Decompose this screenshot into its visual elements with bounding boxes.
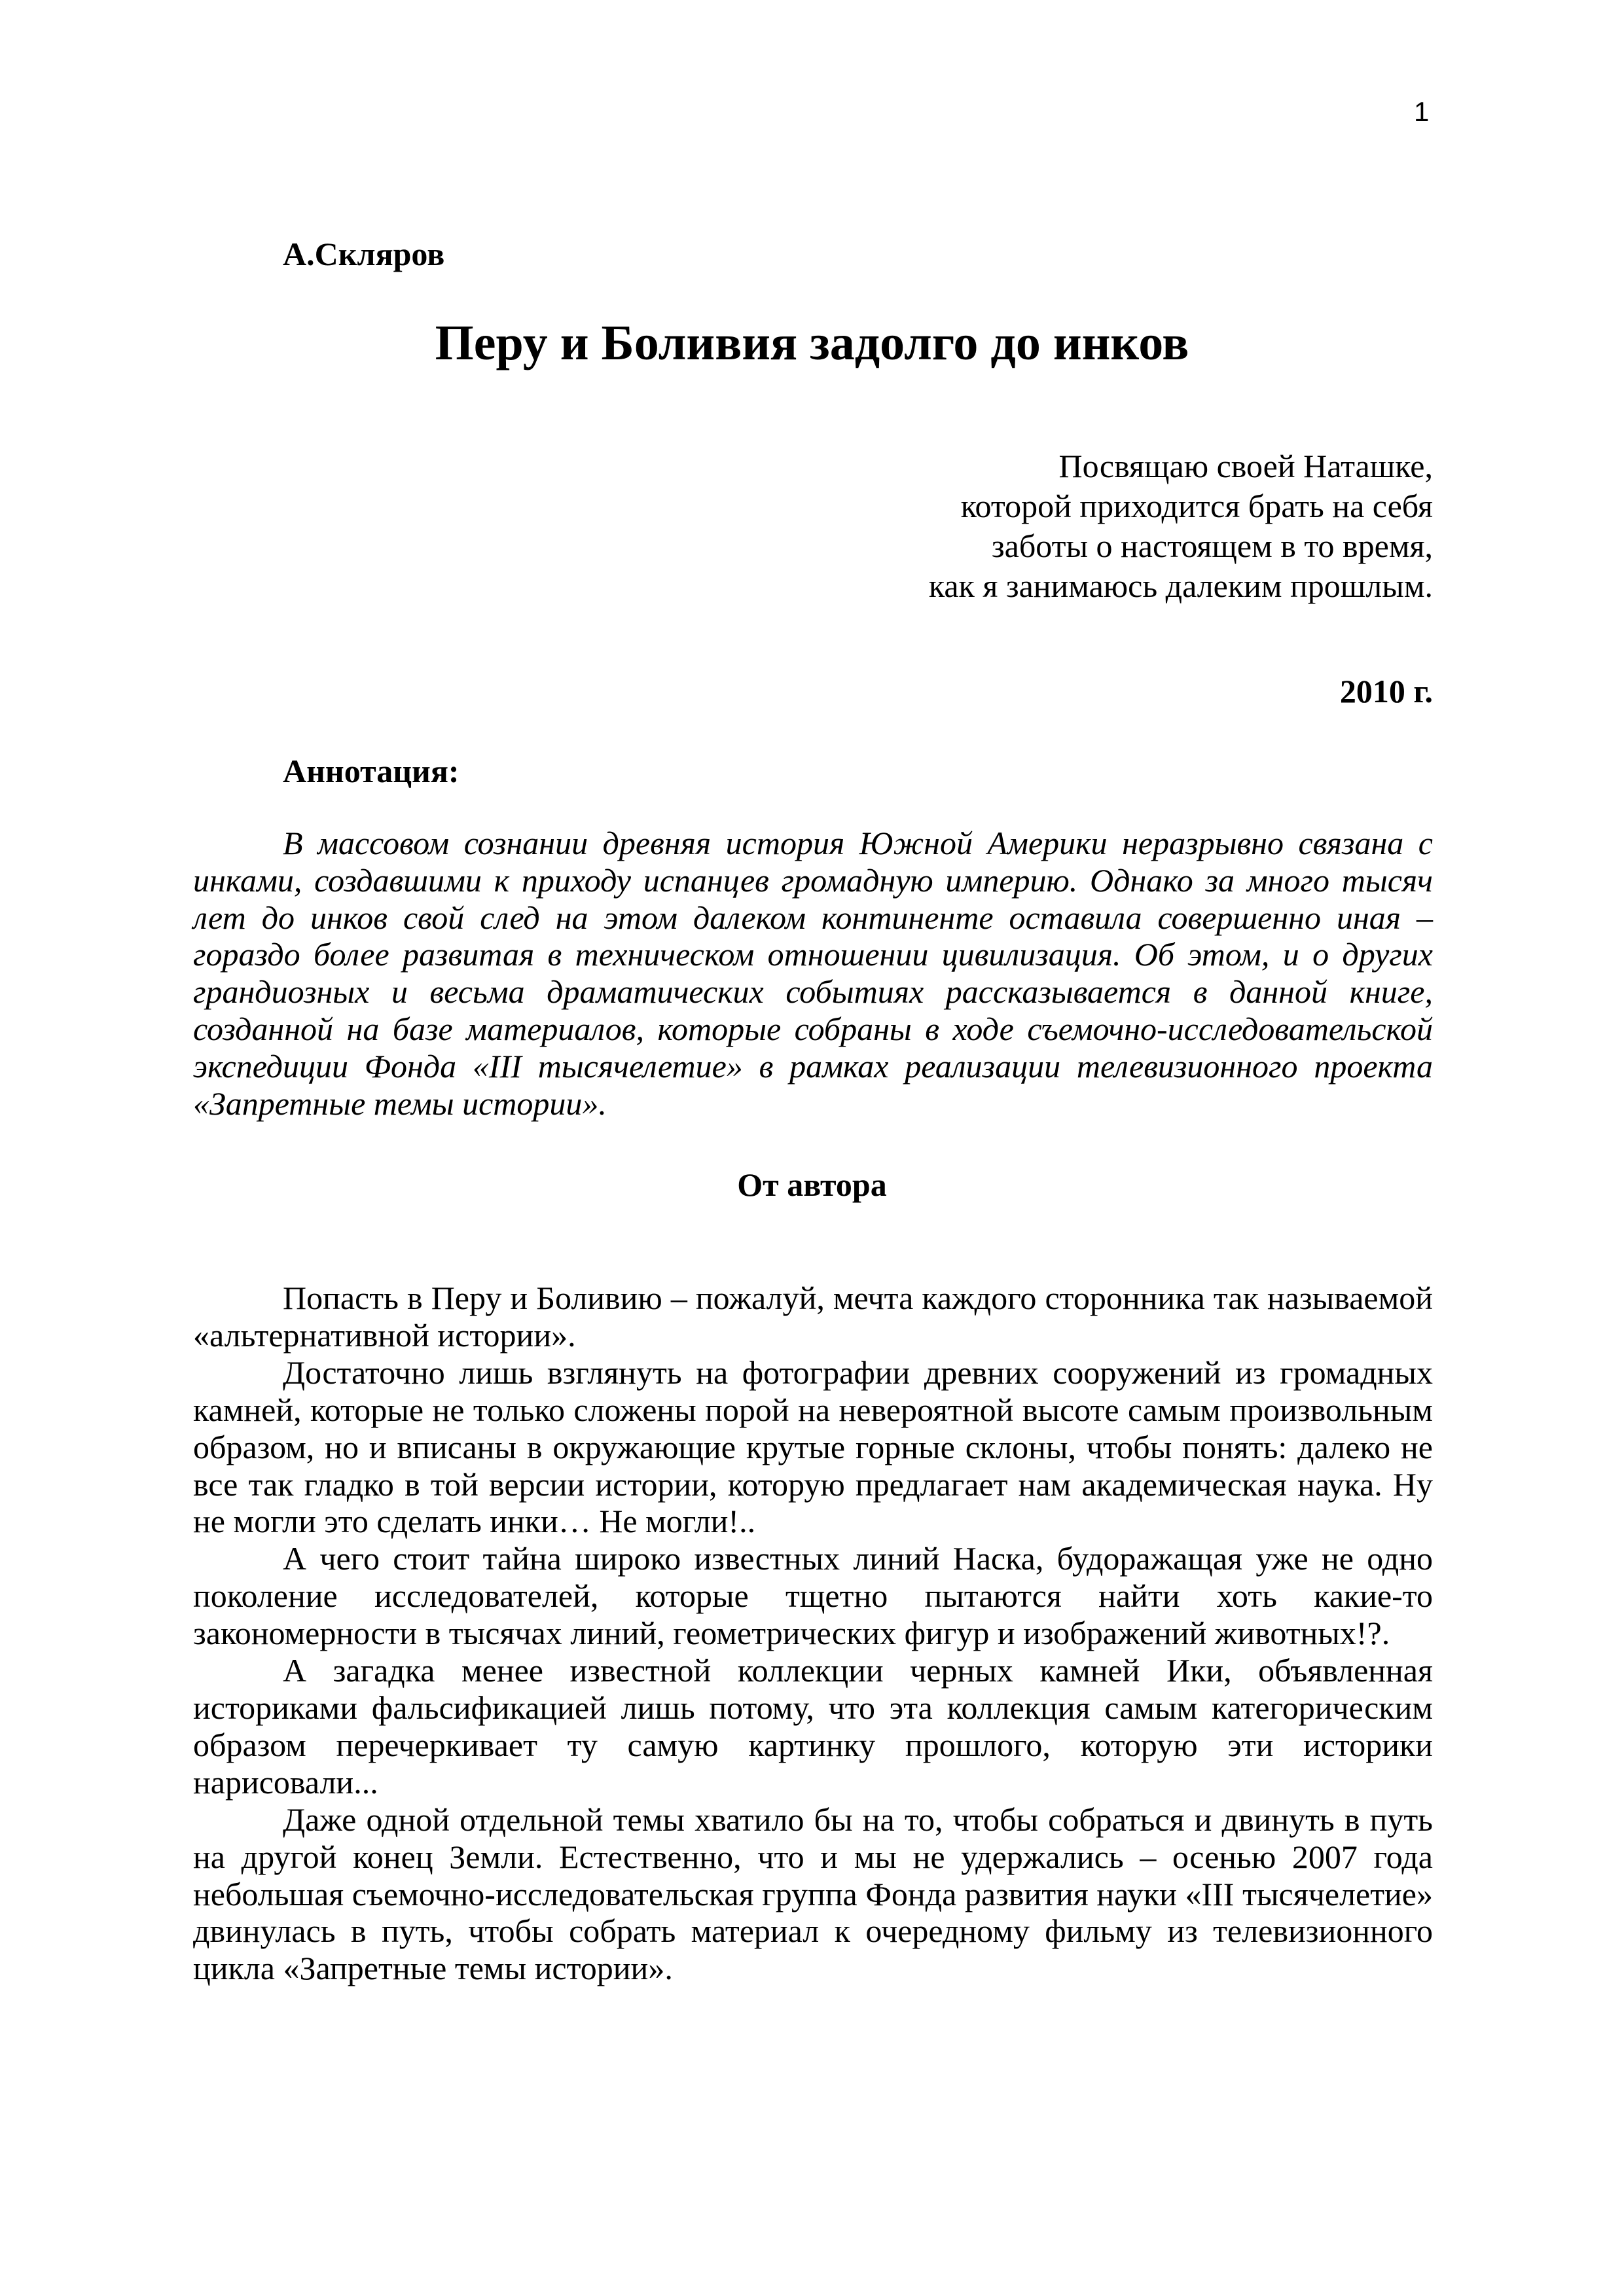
body-paragraph: Попасть в Перу и Боливию – пожалуй, мечта каждого сторонника так называемой «альтернативной истории». — [193, 1280, 1433, 1354]
section-heading: От автора — [737, 1166, 887, 1203]
author-name: А.Скляров — [283, 236, 445, 272]
publication-year: 2010 г. — [1339, 673, 1433, 709]
body-text — [193, 1280, 1433, 1987]
annotation-text: В массовом сознании древняя история Южной Америки неразрывно связана с инками, создавшими к приходу испанцев громадную империю. Однако за много тысяч лет до инков свой след на этом далеком континенте оставила совершенно иная – гораздо более развитая в техническом отношении цивилизация. Об этом, и о других грандиозных и весьма драматических событиях рассказывается в данной книге, созданной на базе материалов, которые собраны в ходе съемочно-исследовательской экспедиции Фонда «III тысячелетие» в рамках реализации телевизионного проекта «Запретные темы истории». — [193, 825, 1433, 1122]
page-number: 1 — [1414, 96, 1430, 127]
body-paragraph: Достаточно лишь взглянуть на фотографии древних сооружений из громадных камней, которые не только сложены порой на невероятной высоте самым произвольным образом, но и вписаны в окружающие крутые горные склоны, чтобы понять: далеко не все так гладко в той версии истории, которую предлагает нам академическая наука. Ну не могли это сделать инки… Не могли!.. — [193, 1354, 1433, 1540]
dedication-line: заботы о настоящем в то время, — [991, 528, 1433, 564]
body-paragraph: Даже одной отдельной темы хватило бы на то, чтобы собраться и двинуть в путь на другой конец Земли. Естественно, что и мы не удержались – осенью 2007 года небольшая съемочно-исследовательская группа Фонда развития науки «III тысячелетие» двинулась в путь, чтобы собрать материал к очередному фильму из телевизионного цикла «Запретные темы истории». — [193, 1801, 1433, 1987]
annotation-heading: Аннотация: — [283, 753, 460, 789]
body-paragraph: А чего стоит тайна широко известных линий Наска, будоражащая уже не одно поколение исследователей, которые тщетно пытаются найти хоть какие-то закономерности в тысячах линий, геометрических фигур и изображений животных!?. — [193, 1540, 1433, 1652]
dedication-line: которой приходится брать на себя — [960, 488, 1433, 524]
dedication-line: как я занимаюсь далеким прошлым. — [928, 567, 1433, 604]
dedication — [582, 446, 1433, 606]
body-paragraph: А загадка менее известной коллекции черных камней Ики, объявленная историками фальсификацией лишь потому, что эта коллекция самым категорическим образом перечеркивает ту самую картинку прошлого, которую эти историки нарисовали... — [193, 1652, 1433, 1801]
document-title: Перу и Боливия задолго до инков — [435, 315, 1189, 370]
dedication-line: Посвящаю своей Наташке, — [1058, 448, 1433, 484]
